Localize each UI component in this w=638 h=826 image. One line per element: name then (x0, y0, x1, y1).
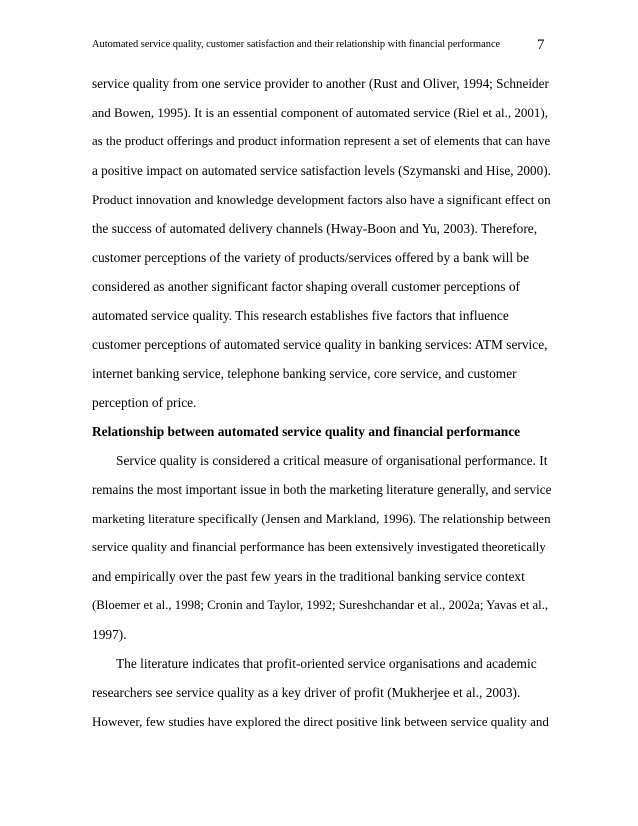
text-line: (Bloemer et al., 1998; Cronin and Taylor, 1992; Sureshchandar et al., 2002a; Yavas et al., (92, 598, 549, 612)
text-line: internet banking service, telephone banking service, core service, and customer (92, 366, 517, 381)
body-text (92, 69, 552, 736)
text-line: automated service quality. This research establishes five factors that influence (92, 308, 509, 323)
text-line: considered as another significant factor shaping overall customer perceptions of (92, 279, 520, 294)
text-line: as the product offerings and product information represent a set of elements that can have (92, 134, 551, 148)
running-head: Automated service quality, customer satisfaction and their relationship with financial performance (92, 39, 501, 50)
text-line: and empirically over the past few years in the traditional banking service context (92, 569, 525, 584)
text-line: and Bowen, 1995). It is an essential component of automated service (Riel et al., 2001), (92, 105, 548, 120)
text-line: a positive impact on automated service satisfaction levels (Szymanski and Hise, 2000). (92, 163, 551, 178)
text-line: However, few studies have explored the direct positive link between service quality and (92, 714, 549, 729)
text-line: The literature indicates that profit-oriented service organisations and academic (116, 656, 537, 671)
text-line: service quality and financial performance has been extensively investigated theoretically (92, 540, 546, 554)
text-line: the success of automated delivery channels (Hway-Boon and Yu, 2003). Therefore, (92, 221, 538, 236)
section-heading: Relationship between automated service quality and financial performance (92, 424, 521, 439)
text-line: marketing literature specifically (Jensen and Markland, 1996). The relationship between (92, 511, 551, 526)
text-line: customer perceptions of automated service quality in banking services: ATM service, (92, 337, 548, 352)
text-line: 1997). (92, 627, 127, 642)
text-line: Product innovation and knowledge development factors also have a significant effect on (92, 192, 551, 207)
text-line: customer perceptions of the variety of products/services offered by a bank will be (92, 250, 530, 265)
text-line: remains the most important issue in both the marketing literature generally, and service (92, 482, 552, 497)
page-number: 7 (537, 37, 545, 53)
text-line: researchers see service quality as a key driver of profit (Mukherjee et al., 2003). (92, 685, 521, 700)
text-line: Service quality is considered a critical measure of organisational performance. It (116, 453, 548, 468)
text-line: perception of price. (92, 395, 197, 410)
text-line: service quality from one service provider to another (Rust and Oliver, 1994; Schneider (92, 76, 549, 91)
